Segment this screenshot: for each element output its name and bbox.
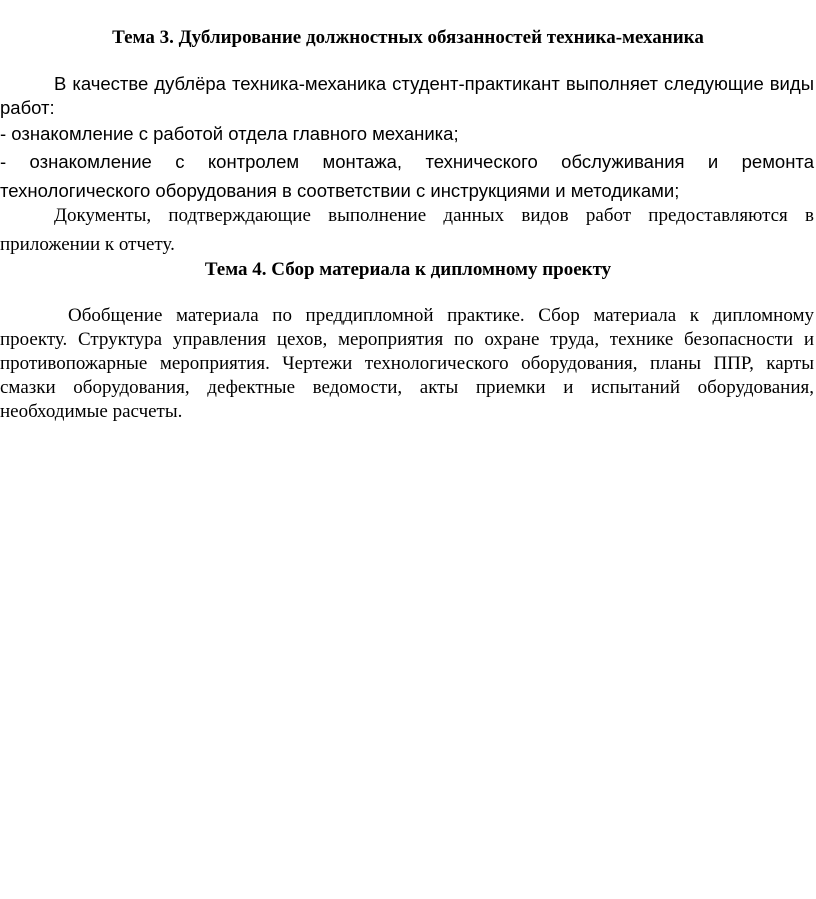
topic-3-intro: В качестве дублёра техника-механика студент-практикант выполняет следующие виды работ: (0, 73, 814, 118)
topic-4-body: Обобщение материала по преддипломной практике. Сбор материала к дипломному проекту. Структура управления цехов, мероприятия по охране труда, технике безопасности и противопожарные мероприятия. Чертежи технологического оборудования, планы ППР, карты смазки оборудования, дефектные ведомости, акты приемки и испытаний оборудования, необходимые расчеты. (0, 305, 814, 422)
topic-3-item-1: - ознакомление с работой отдела главного механика; (0, 123, 459, 144)
topic-3-title: Тема 3. Дублирование должностных обязанностей техника-механика (112, 27, 704, 48)
topic-3-documents-note: Документы, подтверждающие выполнение данных видов работ предоставляются в приложении к отчету. (0, 205, 814, 255)
topic-3-item-2: - ознакомление с контролем монтажа, технического обслуживания и ремонта технологического оборудования в соответствии с инструкциями и методиками; (0, 151, 814, 201)
topic-4-title: Тема 4. Сбор материала к дипломному проекту (204, 259, 612, 280)
